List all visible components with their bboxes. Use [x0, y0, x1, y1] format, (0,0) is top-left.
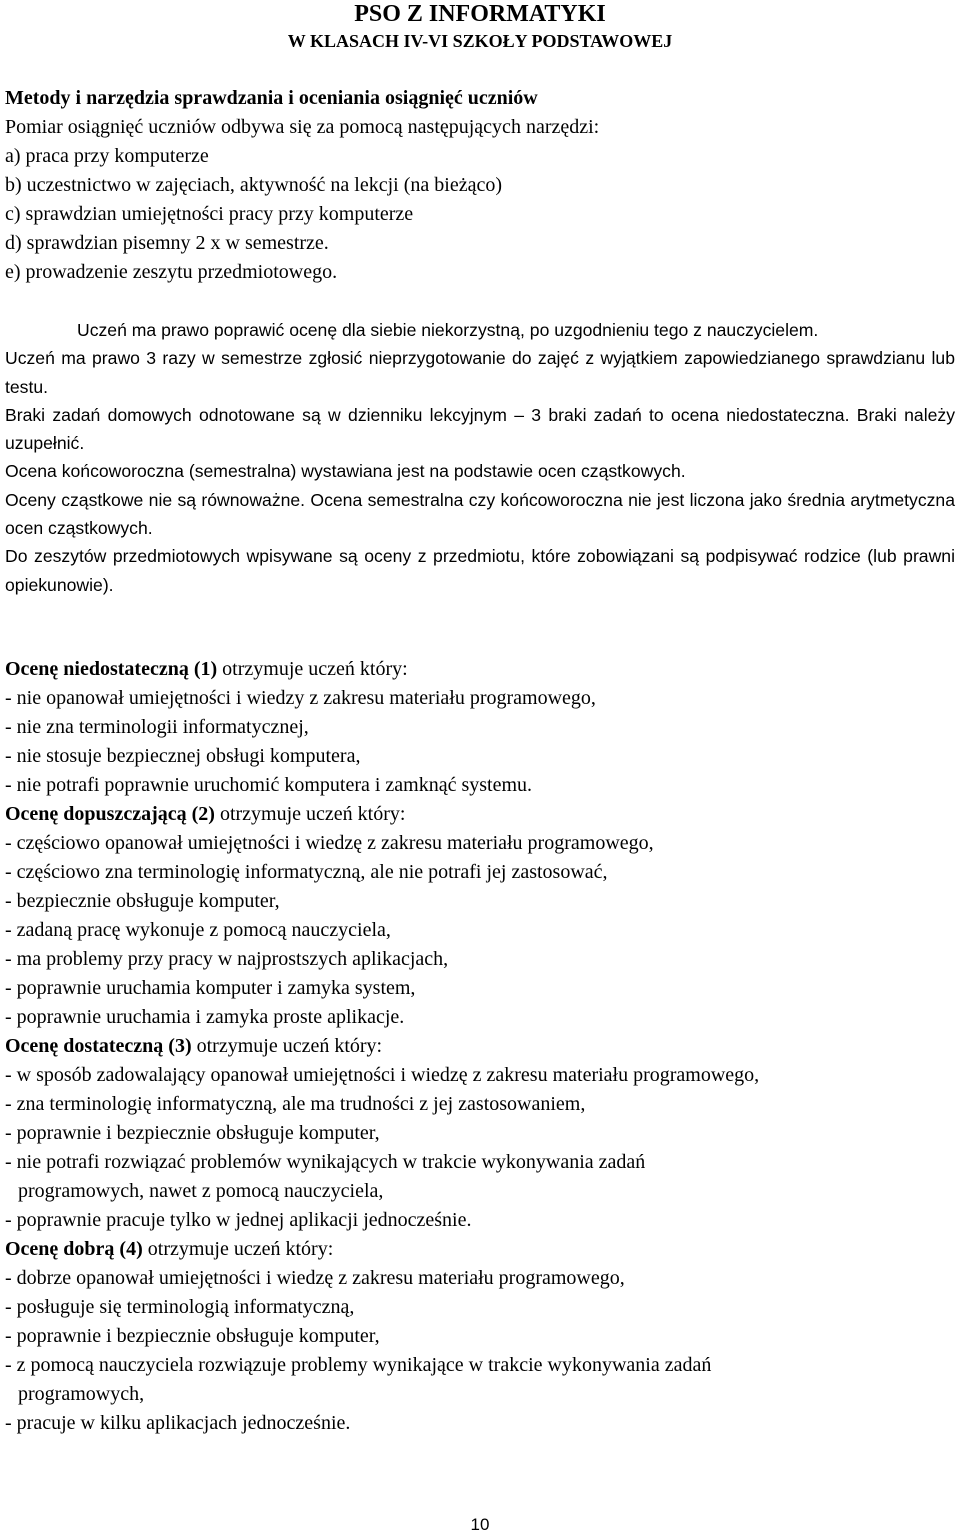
- rule-paragraph: Braki zadań domowych odnotowane są w dzienniku lekcyjnym – 3 braki zadań to ocena niedostateczna. Braki należy uzupełnić.: [5, 404, 955, 454]
- grade-label: Ocenę dostateczną (3): [5, 1035, 192, 1057]
- grade-criterion: - z pomocą nauczyciela rozwiązuje problemy wynikające w trakcie wykonywania zadań: [5, 1354, 712, 1376]
- methods-intro: Pomiar osiągnięć uczniów odbywa się za pomocą następujących narzędzi:: [5, 116, 600, 138]
- grade-criterion: - poprawnie uruchamia i zamyka proste aplikacje.: [5, 1006, 405, 1028]
- rule-paragraph: Uczeń ma prawo poprawić ocenę dla siebie niekorzystną, po uzgodnieniu tego z nauczycielem.: [77, 320, 819, 340]
- methods-item: b) uczestnictwo w zajęciach, aktywność na lekcji (na bieżąco): [5, 174, 502, 196]
- grade-criterion: - ma problemy przy pracy w najprostszych aplikacjach,: [5, 948, 449, 970]
- grade-criterion: - w sposób zadowalający opanował umiejętności i wiedzę z zakresu materiału programowego,: [5, 1064, 760, 1086]
- grade-criterion: - poprawnie uruchamia komputer i zamyka system,: [5, 977, 416, 999]
- rules-section: [5, 316, 955, 599]
- grade-criterion: - zadaną pracę wykonuje z pomocą nauczyciela,: [5, 919, 391, 941]
- grade-criterion: - częściowo zna terminologię informatyczną, ale nie potrafi jej zastosować,: [5, 861, 608, 883]
- grade-heading: [5, 1032, 955, 1061]
- grade-criterion: - częściowo opanował umiejętności i wiedzę z zakresu materiału programowego,: [5, 832, 654, 854]
- grade-criterion-continuation: programowych,: [18, 1383, 145, 1405]
- grade-criterion: - nie zna terminologii informatycznej,: [5, 716, 309, 738]
- grade-criterion: - poprawnie i bezpiecznie obsługuje komputer,: [5, 1325, 380, 1347]
- grade-heading: [5, 1235, 955, 1264]
- grade-criterion: - pracuje w kilku aplikacjach jednocześnie.: [5, 1412, 351, 1434]
- grade-criterion: - dobrze opanował umiejętności i wiedzę z zakresu materiału programowego,: [5, 1267, 625, 1289]
- rule-paragraph: Uczeń ma prawo 3 razy w semestrze zgłosić nieprzygotowanie do zajęć z wyjątkiem zapowiedzianego sprawdzianu lub testu.: [5, 348, 955, 397]
- grade-suffix: otrzymuje uczeń który:: [191, 1035, 383, 1057]
- grade-criterion: - bezpiecznie obsługuje komputer,: [5, 890, 280, 912]
- grade-label: Ocenę dopuszczającą (2): [5, 803, 215, 825]
- document-title: PSO Z INFORMATYKI: [354, 1, 606, 27]
- rule-paragraph: Oceny cząstkowe nie są równoważne. Ocena semestralna czy końcoworoczna nie jest liczona jako średnia arytmetyczna ocen cząstkowych.: [5, 489, 955, 539]
- document-subtitle: W KLASACH IV-VI SZKOŁY PODSTAWOWEJ: [287, 31, 673, 51]
- grade-criterion: - poprawnie pracuje tylko w jednej aplikacji jednocześnie.: [5, 1209, 472, 1231]
- grade-criterion: - nie opanował umiejętności i wiedzy z zakresu materiału programowego,: [5, 687, 596, 709]
- grade-criterion-continuation: programowych, nawet z pomocą nauczyciela,: [18, 1180, 384, 1202]
- methods-section: [5, 84, 955, 287]
- grade-label: Ocenę dobrą (4): [5, 1238, 143, 1260]
- grade-criterion: - nie potrafi poprawnie uruchomić komputera i zamknąć systemu.: [5, 774, 533, 796]
- page-number: 10: [470, 1515, 490, 1534]
- grade-suffix: otrzymuje uczeń który:: [217, 658, 408, 680]
- methods-item: a) praca przy komputerze: [5, 145, 209, 167]
- grades-section: [5, 655, 955, 1438]
- grade-criterion: - nie stosuje bezpiecznej obsługi komputera,: [5, 745, 361, 767]
- rule-paragraph: Do zeszytów przedmiotowych wpisywane są oceny z przedmiotu, które zobowiązani są podpisywać rodzice (lub prawni opiekunowie).: [5, 546, 955, 595]
- grade-criterion: - posługuje się terminologią informatyczną,: [5, 1296, 355, 1318]
- methods-heading: Metody i narzędzia sprawdzania i oceniania osiągnięć uczniów: [5, 87, 538, 109]
- grade-label: Ocenę niedostateczną (1): [5, 658, 218, 680]
- methods-item: d) sprawdzian pisemny 2 x w semestrze.: [5, 232, 329, 254]
- grade-suffix: otrzymuje uczeń który:: [214, 803, 406, 825]
- grade-heading: [5, 800, 955, 829]
- grade-heading: [5, 655, 955, 684]
- grade-criterion: - poprawnie i bezpiecznie obsługuje komputer,: [5, 1122, 380, 1144]
- grade-suffix: otrzymuje uczeń który:: [142, 1238, 334, 1260]
- grade-criterion: - nie potrafi rozwiązać problemów wynikających w trakcie wykonywania zadań: [5, 1151, 646, 1173]
- grade-criterion: - zna terminologię informatyczną, ale ma trudności z jej zastosowaniem,: [5, 1093, 586, 1115]
- methods-item: c) sprawdzian umiejętności pracy przy komputerze: [5, 203, 414, 225]
- rule-paragraph: Ocena końcoworoczna (semestralna) wystawiana jest na podstawie ocen cząstkowych.: [5, 461, 686, 482]
- methods-item: e) prowadzenie zeszytu przedmiotowego.: [5, 261, 338, 283]
